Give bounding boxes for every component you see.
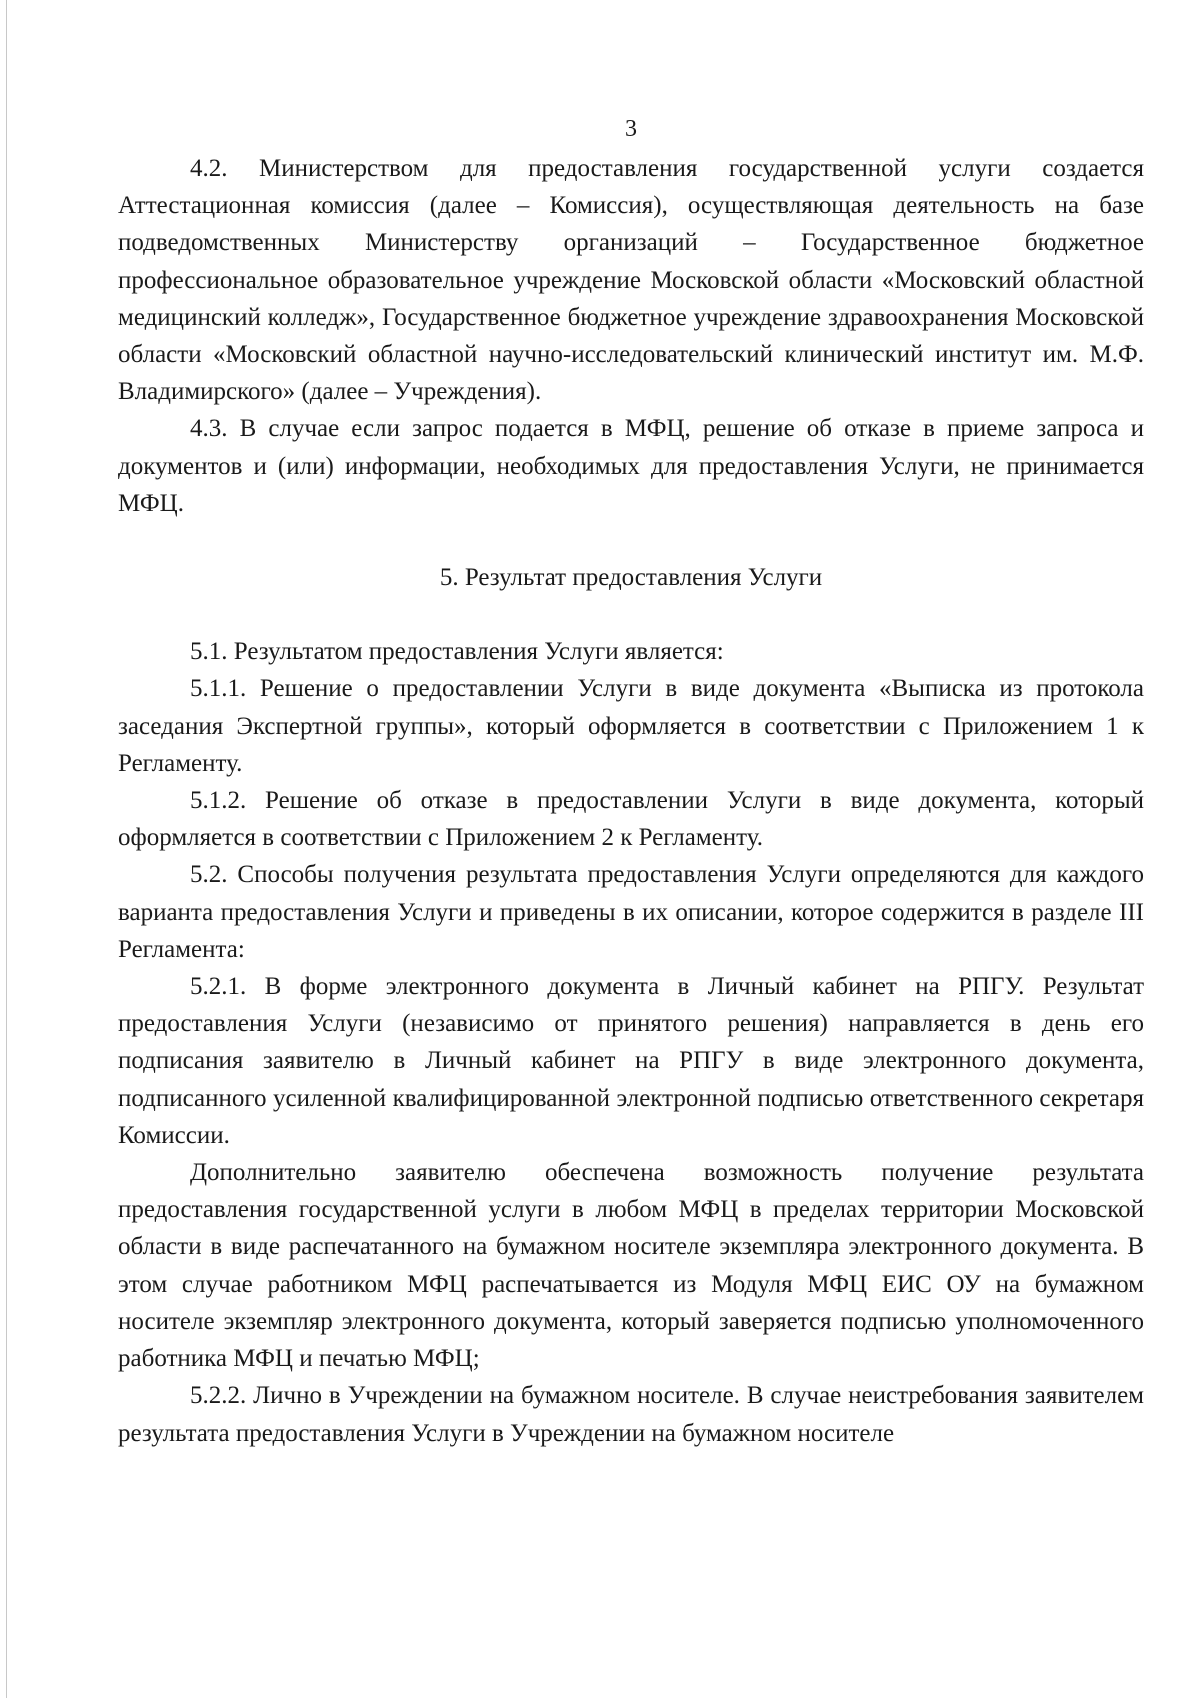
- page-number: 3: [625, 116, 637, 142]
- document-body: [118, 150, 1144, 1452]
- paragraph-4-2: 4.2. Министерством для предоставления государственной услуги создается Аттестационная комиссия (далее – Комиссия), осуществляющая деятельность на базе подведомственных Министерству организаций – Государственное бюджетное профессиональное образовательное учреждение Московской области «Московский областной медицинский колледж», Государственное бюджетное учреждение здравоохранения Московской области «Московский областной научно-исследовательский клинический институт им. М.Ф. Владимирского» (далее – Учреждения).: [118, 155, 1144, 406]
- paragraph-5-1: 5.1. Результатом предоставления Услуги является:: [190, 638, 724, 666]
- scan-edge-line: [6, 0, 7, 1698]
- paragraph-additional: Дополнительно заявителю обеспечена возможность получение результата предоставления государственной услуги в любом МФЦ в пределах территории Московской области в виде распечатанного на бумажном носителе экземпляра электронного документа. В этом случае работником МФЦ распечатывается из Модуля МФЦ ЕИС ОУ на бумажном носителе экземпляр электронного документа, который заверяется подписью уполномоченного работника МФЦ и печатью МФЦ;: [118, 1159, 1144, 1373]
- paragraph-5-1-2: 5.1.2. Решение об отказе в предоставлении Услуги в виде документа, который оформляется в соответствии с Приложением 2 к Регламенту.: [118, 787, 1144, 852]
- paragraph-5-2: 5.2. Способы получения результата предоставления Услуги определяются для каждого варианта предоставления Услуги и приведены в их описании, которое содержится в разделе III Регламента:: [118, 861, 1144, 963]
- paragraph-5-2-1: 5.2.1. В форме электронного документа в Личный кабинет на РПГУ. Результат предоставления Услуги (независимо от принятого решения) направляется в день его подписания заявителю в Личный кабинет на РПГУ в виде электронного документа, подписанного усиленной квалифицированной электронной подписью ответственного секретаря Комиссии.: [118, 973, 1144, 1149]
- paragraph-4-3: 4.3. В случае если запрос подается в МФЦ, решение об отказе в приеме запроса и документов и (или) информации, необходимых для предоставления Услуги, не принимается МФЦ.: [118, 415, 1144, 517]
- paragraph-5-2-2: 5.2.2. Лично в Учреждении на бумажном носителе. В случае неистребования заявителем результата предоставления Услуги в Учреждении на бумажном носителе: [118, 1382, 1144, 1447]
- paragraph-5-1-1: 5.1.1. Решение о предоставлении Услуги в виде документа «Выписка из протокола заседания Экспертной группы», который оформляется в соответствии с Приложением 1 к Регламенту.: [118, 675, 1144, 777]
- section-heading-5: 5. Результат предоставления Услуги: [439, 564, 823, 592]
